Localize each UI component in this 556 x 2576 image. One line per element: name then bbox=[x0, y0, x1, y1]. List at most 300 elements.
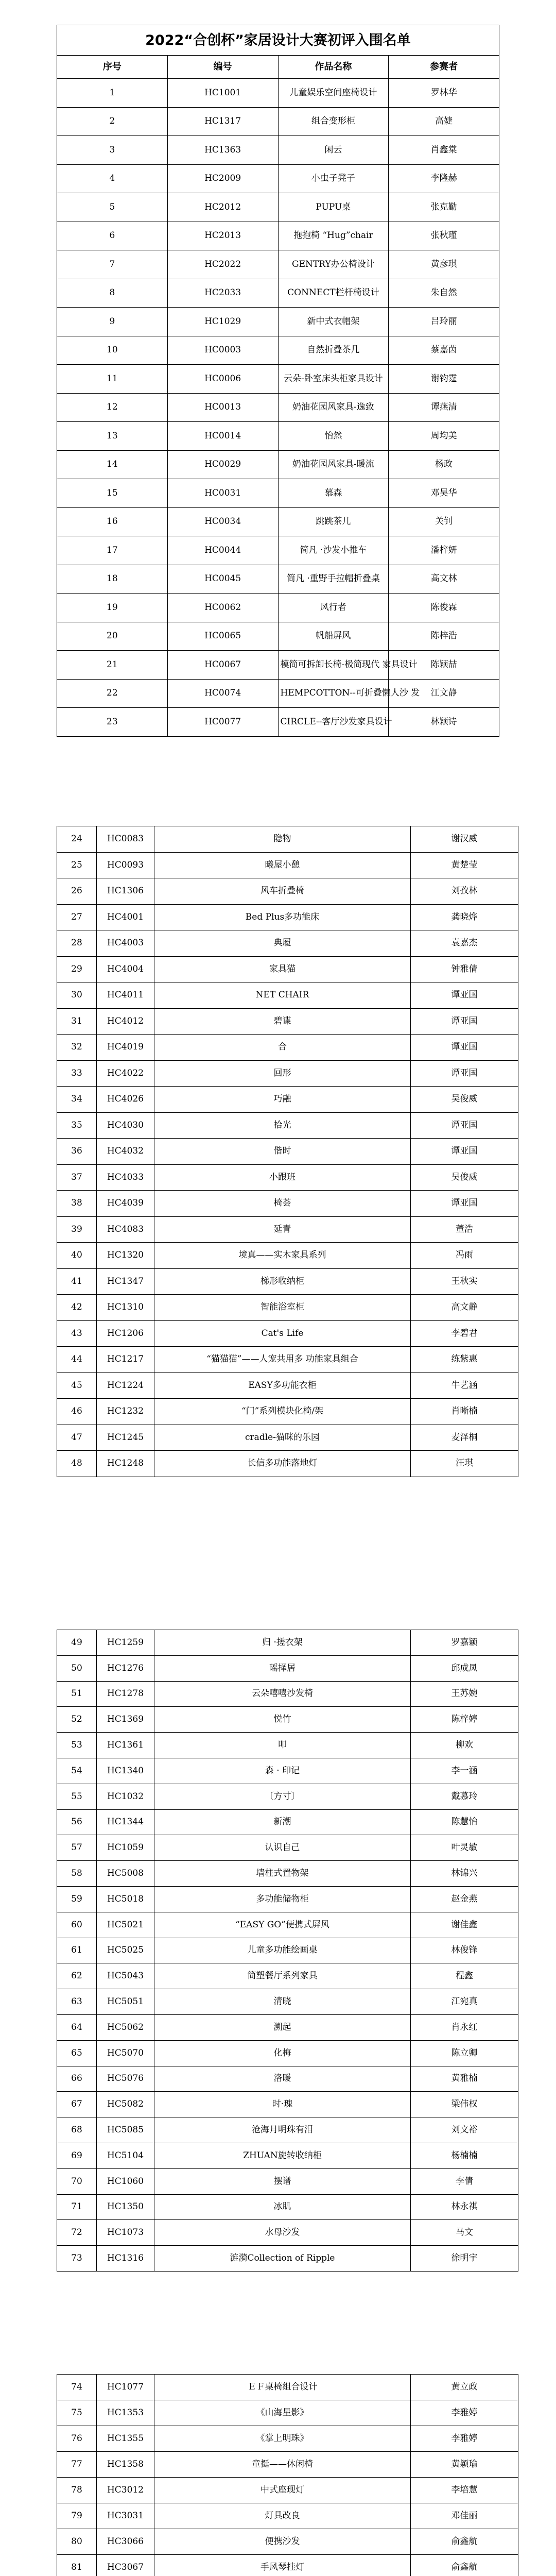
entry-no: 21 bbox=[57, 651, 168, 680]
entry-participant: 戴慕玲 bbox=[411, 1784, 518, 1809]
entry-no: 48 bbox=[57, 1451, 97, 1477]
entry-work: 典履 bbox=[154, 930, 411, 957]
entry-no: 24 bbox=[57, 826, 97, 853]
entry-participant: 冯雨 bbox=[411, 1243, 518, 1269]
entry-id: HC5085 bbox=[97, 2117, 154, 2143]
entry-no: 25 bbox=[57, 852, 97, 878]
entry-participant: 练紫惠 bbox=[411, 1347, 518, 1373]
entry-no: 75 bbox=[57, 2400, 97, 2426]
table-row bbox=[57, 651, 499, 680]
table-row bbox=[57, 2092, 518, 2117]
entry-participant: 陈立卿 bbox=[411, 2040, 518, 2066]
entry-work: 碧谍 bbox=[154, 1008, 411, 1035]
table-row bbox=[57, 1938, 518, 1963]
entry-work: 中式座现灯 bbox=[154, 2478, 411, 2503]
table-row bbox=[57, 107, 499, 136]
entry-participant: 李倩 bbox=[411, 2168, 518, 2194]
document-title: 2022“合创杯”家居设计大赛初评入围名单 bbox=[57, 25, 499, 56]
table-row bbox=[57, 2117, 518, 2143]
table-row bbox=[57, 2529, 518, 2555]
entry-id: HC1077 bbox=[97, 2375, 154, 2400]
entry-no: 66 bbox=[57, 2066, 97, 2092]
entry-work: 冰肌 bbox=[154, 2194, 411, 2220]
entry-id: HC0077 bbox=[167, 708, 278, 737]
entry-participant: 张秋瑾 bbox=[389, 222, 499, 250]
entry-id: HC4012 bbox=[97, 1008, 154, 1035]
entry-id: HC3031 bbox=[97, 2503, 154, 2529]
entry-work: 回形 bbox=[154, 1060, 411, 1087]
entry-no: 43 bbox=[57, 1320, 97, 1347]
entry-participant: 王苏婉 bbox=[411, 1681, 518, 1707]
table-row bbox=[57, 1784, 518, 1809]
entry-work: PUPU桌 bbox=[278, 193, 389, 222]
table-row bbox=[57, 2246, 518, 2272]
entry-participant: 柳欢 bbox=[411, 1733, 518, 1758]
entry-id: HC1032 bbox=[97, 1784, 154, 1809]
entry-participant: 谢钧霆 bbox=[389, 365, 499, 394]
entry-participant: 刘文裕 bbox=[411, 2117, 518, 2143]
entry-work: 风车折叠椅 bbox=[154, 878, 411, 905]
entry-no: 2 bbox=[57, 107, 168, 136]
entry-id: HC1278 bbox=[97, 1681, 154, 1707]
entry-id: HC1353 bbox=[97, 2400, 154, 2426]
entry-id: HC4033 bbox=[97, 1164, 154, 1191]
entry-id: HC4004 bbox=[97, 956, 154, 982]
table-row bbox=[57, 2375, 518, 2400]
entry-no: 3 bbox=[57, 136, 168, 165]
entry-work: 云朵-卧室床头柜家具设计 bbox=[278, 365, 389, 394]
entry-no: 4 bbox=[57, 164, 168, 193]
entry-id: HC5104 bbox=[97, 2143, 154, 2168]
table-row bbox=[57, 308, 499, 336]
entry-id: HC0045 bbox=[167, 565, 278, 594]
entry-work: 云朵嘻嘻沙发椅 bbox=[154, 1681, 411, 1707]
entry-participant: 高文林 bbox=[389, 565, 499, 594]
entry-participant: 罗林华 bbox=[389, 79, 499, 108]
table-row bbox=[57, 1655, 518, 1681]
entry-participant: 江宛真 bbox=[411, 1989, 518, 2015]
table-row bbox=[57, 1035, 518, 1061]
entry-no: 31 bbox=[57, 1008, 97, 1035]
entry-work: 儿童多功能绘画桌 bbox=[154, 1938, 411, 1963]
entry-work: 新潮 bbox=[154, 1809, 411, 1835]
entry-work: 组合变形柜 bbox=[278, 107, 389, 136]
entry-id: HC1350 bbox=[97, 2194, 154, 2220]
entry-no: 18 bbox=[57, 565, 168, 594]
shortlist-table-part-4 bbox=[57, 2374, 518, 2576]
entry-id: HC0067 bbox=[167, 651, 278, 680]
entry-participant: 谭亚国 bbox=[411, 982, 518, 1009]
table-row bbox=[57, 1707, 518, 1733]
entry-id: HC1355 bbox=[97, 2426, 154, 2452]
entry-participant: 马文 bbox=[411, 2220, 518, 2246]
header-participant: 参赛者 bbox=[389, 56, 499, 79]
entry-work: 儿童娱乐空间座椅设计 bbox=[278, 79, 389, 108]
entry-participant: 肖永红 bbox=[411, 2014, 518, 2040]
entry-participant: 林永祺 bbox=[411, 2194, 518, 2220]
entry-id: HC1340 bbox=[97, 1758, 154, 1784]
table-row bbox=[57, 904, 518, 930]
table-row bbox=[57, 79, 499, 108]
entry-work: EASY多功能衣柜 bbox=[154, 1372, 411, 1399]
entry-participant: 刘孜林 bbox=[411, 878, 518, 905]
entry-work: 涟漪Collection of Ripple bbox=[154, 2246, 411, 2272]
entry-participant: 龚晓烨 bbox=[411, 904, 518, 930]
entry-id: HC1306 bbox=[97, 878, 154, 905]
entry-work: 简凡 ·重野手拉帽折叠桌 bbox=[278, 565, 389, 594]
table-row bbox=[57, 336, 499, 365]
table-row bbox=[57, 1963, 518, 1989]
entry-participant: 吴俊威 bbox=[411, 1087, 518, 1113]
entry-no: 76 bbox=[57, 2426, 97, 2452]
entry-id: HC1361 bbox=[97, 1733, 154, 1758]
entry-work: “门”系列模块化椅/架 bbox=[154, 1399, 411, 1425]
entry-no: 69 bbox=[57, 2143, 97, 2168]
entry-id: HC1317 bbox=[167, 107, 278, 136]
entry-participant: 朱自然 bbox=[389, 279, 499, 308]
entry-no: 7 bbox=[57, 250, 168, 279]
entry-work: NET CHAIR bbox=[154, 982, 411, 1009]
entry-no: 71 bbox=[57, 2194, 97, 2220]
entry-work: 怡然 bbox=[278, 422, 389, 451]
entry-id: HC4083 bbox=[97, 1216, 154, 1243]
entry-work: 溯起 bbox=[154, 2014, 411, 2040]
entry-id: HC0034 bbox=[167, 507, 278, 536]
entry-no: 11 bbox=[57, 365, 168, 394]
entry-work: 多功能储物柜 bbox=[154, 1886, 411, 1912]
table-row bbox=[57, 1989, 518, 2015]
entry-participant: 林锦兴 bbox=[411, 1861, 518, 1887]
table-row bbox=[57, 222, 499, 250]
entry-participant: 陈梓婷 bbox=[411, 1707, 518, 1733]
entry-participant: 吕玲丽 bbox=[389, 308, 499, 336]
table-row bbox=[57, 2220, 518, 2246]
shortlist-table-part-3 bbox=[57, 1630, 518, 2272]
entry-id: HC1310 bbox=[97, 1295, 154, 1321]
entry-participant: 高婕 bbox=[389, 107, 499, 136]
entry-no: 62 bbox=[57, 1963, 97, 1989]
entry-work: 小虫子凳子 bbox=[278, 164, 389, 193]
table-row bbox=[57, 1835, 518, 1861]
entry-id: HC0074 bbox=[167, 679, 278, 708]
entry-work: 隐物 bbox=[154, 826, 411, 853]
table-row bbox=[57, 2143, 518, 2168]
shortlist-table-part-2 bbox=[57, 826, 518, 1477]
entry-id: HC3012 bbox=[97, 2478, 154, 2503]
entry-no: 33 bbox=[57, 1060, 97, 1087]
entry-work: 慕森 bbox=[278, 479, 389, 508]
entry-id: HC1347 bbox=[97, 1268, 154, 1295]
entry-no: 68 bbox=[57, 2117, 97, 2143]
entry-work: 归 ·搓衣架 bbox=[154, 1630, 411, 1656]
entry-work: CIRCLE--客厅沙发家具设计 bbox=[278, 708, 389, 737]
entry-participant: 肖晰楠 bbox=[411, 1399, 518, 1425]
entry-no: 70 bbox=[57, 2168, 97, 2194]
entry-id: HC1224 bbox=[97, 1372, 154, 1399]
entry-work: 瑶择居 bbox=[154, 1655, 411, 1681]
entry-no: 59 bbox=[57, 1886, 97, 1912]
table-row bbox=[57, 1216, 518, 1243]
table-row bbox=[57, 2400, 518, 2426]
entry-id: HC0044 bbox=[167, 536, 278, 565]
table-row bbox=[57, 164, 499, 193]
entry-id: HC2009 bbox=[167, 164, 278, 193]
entry-no: 22 bbox=[57, 679, 168, 708]
entry-participant: 张克勤 bbox=[389, 193, 499, 222]
entry-id: HC5043 bbox=[97, 1963, 154, 1989]
entry-id: HC4022 bbox=[97, 1060, 154, 1087]
entry-work: 合 bbox=[154, 1035, 411, 1061]
entry-no: 30 bbox=[57, 982, 97, 1009]
entry-id: HC1001 bbox=[167, 79, 278, 108]
entry-id: HC1206 bbox=[97, 1320, 154, 1347]
entry-no: 6 bbox=[57, 222, 168, 250]
table-row bbox=[57, 1372, 518, 1399]
entry-work: 长信多功能落地灯 bbox=[154, 1451, 411, 1477]
entry-work: 家具猫 bbox=[154, 956, 411, 982]
entry-participant: 谭燕清 bbox=[389, 393, 499, 422]
entry-id: HC1245 bbox=[97, 1425, 154, 1451]
entry-id: HC4032 bbox=[97, 1139, 154, 1165]
entry-id: HC4019 bbox=[97, 1035, 154, 1061]
entry-id: HC2013 bbox=[167, 222, 278, 250]
table-row bbox=[57, 1425, 518, 1451]
entry-work: 模简可拆卸长椅-极简现代 家具设计 bbox=[278, 651, 389, 680]
table-row bbox=[57, 1733, 518, 1758]
entry-no: 34 bbox=[57, 1087, 97, 1113]
table-row bbox=[57, 507, 499, 536]
entry-participant: 汪琪 bbox=[411, 1451, 518, 1477]
entry-participant: 黄雅楠 bbox=[411, 2066, 518, 2092]
entry-participant: 谭亚国 bbox=[411, 1139, 518, 1165]
entry-id: HC5008 bbox=[97, 1861, 154, 1887]
entry-work: 简凡 ·沙发小推车 bbox=[278, 536, 389, 565]
table-row bbox=[57, 1295, 518, 1321]
table-row bbox=[57, 1347, 518, 1373]
table-row bbox=[57, 136, 499, 165]
entry-work: 智能浴室柜 bbox=[154, 1295, 411, 1321]
entry-participant: 邓昊华 bbox=[389, 479, 499, 508]
entry-participant: 谢汉威 bbox=[411, 826, 518, 853]
entry-participant: 谢佳鑫 bbox=[411, 1912, 518, 1938]
table-row bbox=[57, 1112, 518, 1139]
entry-no: 54 bbox=[57, 1758, 97, 1784]
entry-work: 拖抱椅 “Hug”chair bbox=[278, 222, 389, 250]
entry-id: HC4030 bbox=[97, 1112, 154, 1139]
entry-no: 26 bbox=[57, 878, 97, 905]
entry-work: 《掌上明珠》 bbox=[154, 2426, 411, 2452]
entry-participant: 李雅婷 bbox=[411, 2426, 518, 2452]
entry-work: 帆船屏风 bbox=[278, 622, 389, 651]
entry-no: 73 bbox=[57, 2246, 97, 2272]
table-row bbox=[57, 1139, 518, 1165]
table-row bbox=[57, 1886, 518, 1912]
entry-work: 〔方寸〕 bbox=[154, 1784, 411, 1809]
entry-no: 50 bbox=[57, 1655, 97, 1681]
entry-id: HC1029 bbox=[167, 308, 278, 336]
entry-no: 10 bbox=[57, 336, 168, 365]
entry-id: HC1232 bbox=[97, 1399, 154, 1425]
entry-work: 手风琴挂灯 bbox=[154, 2555, 411, 2576]
table-row bbox=[57, 1008, 518, 1035]
title-row bbox=[57, 25, 499, 56]
entry-participant: 俞鑫航 bbox=[411, 2555, 518, 2576]
entry-no: 65 bbox=[57, 2040, 97, 2066]
entry-work: 小跟班 bbox=[154, 1164, 411, 1191]
entry-no: 8 bbox=[57, 279, 168, 308]
entry-no: 81 bbox=[57, 2555, 97, 2576]
entry-participant: 袁嘉杰 bbox=[411, 930, 518, 957]
entry-work: 清晓 bbox=[154, 1989, 411, 2015]
entry-participant: 陈慧怡 bbox=[411, 1809, 518, 1835]
entry-work: 森 · 印记 bbox=[154, 1758, 411, 1784]
table-row bbox=[57, 1912, 518, 1938]
table-row bbox=[57, 450, 499, 479]
entry-work: 叩 bbox=[154, 1733, 411, 1758]
table-row bbox=[57, 956, 518, 982]
entry-no: 37 bbox=[57, 1164, 97, 1191]
header-work: 作品名称 bbox=[278, 56, 389, 79]
entry-no: 78 bbox=[57, 2478, 97, 2503]
entry-id: HC0014 bbox=[167, 422, 278, 451]
entry-work: 简塑餐厅系列家具 bbox=[154, 1963, 411, 1989]
entry-participant: 谭亚国 bbox=[411, 1008, 518, 1035]
entry-id: HC0013 bbox=[167, 393, 278, 422]
entry-participant: 李碧君 bbox=[411, 1320, 518, 1347]
entry-no: 15 bbox=[57, 479, 168, 508]
table-row bbox=[57, 365, 499, 394]
entry-work: 偕时 bbox=[154, 1139, 411, 1165]
entry-no: 5 bbox=[57, 193, 168, 222]
table-row bbox=[57, 622, 499, 651]
table-row bbox=[57, 193, 499, 222]
entry-no: 27 bbox=[57, 904, 97, 930]
entry-participant: 谭亚国 bbox=[411, 1191, 518, 1217]
entry-participant: 关钊 bbox=[389, 507, 499, 536]
entry-id: HC2033 bbox=[167, 279, 278, 308]
entry-id: HC5051 bbox=[97, 1989, 154, 2015]
table-row bbox=[57, 2040, 518, 2066]
entry-participant: 林颖诗 bbox=[389, 708, 499, 737]
entry-participant: 林俊锋 bbox=[411, 1938, 518, 1963]
entry-no: 16 bbox=[57, 507, 168, 536]
entry-id: HC1248 bbox=[97, 1451, 154, 1477]
table-row bbox=[57, 1861, 518, 1887]
table-row bbox=[57, 2452, 518, 2478]
table-row bbox=[57, 536, 499, 565]
entry-no: 23 bbox=[57, 708, 168, 737]
entry-work: Cat's Life bbox=[154, 1320, 411, 1347]
entry-participant: 程鑫 bbox=[411, 1963, 518, 1989]
entry-work: 《山海星影》 bbox=[154, 2400, 411, 2426]
entry-no: 45 bbox=[57, 1372, 97, 1399]
entry-id: HC1259 bbox=[97, 1630, 154, 1656]
entry-no: 51 bbox=[57, 1681, 97, 1707]
entry-id: HC3067 bbox=[97, 2555, 154, 2576]
entry-participant: 潘梓妍 bbox=[389, 536, 499, 565]
entry-participant: 赵金燕 bbox=[411, 1886, 518, 1912]
entry-id: HC4039 bbox=[97, 1191, 154, 1217]
entry-participant: 俞鑫航 bbox=[411, 2529, 518, 2555]
entry-id: HC0003 bbox=[167, 336, 278, 365]
table-row bbox=[57, 2478, 518, 2503]
entry-work: 认识自己 bbox=[154, 1835, 411, 1861]
entry-id: HC2012 bbox=[167, 193, 278, 222]
entry-no: 64 bbox=[57, 2014, 97, 2040]
entry-no: 60 bbox=[57, 1912, 97, 1938]
table-row bbox=[57, 422, 499, 451]
entry-work: CONNECT栏杆椅设计 bbox=[278, 279, 389, 308]
entry-no: 19 bbox=[57, 594, 168, 622]
table-row bbox=[57, 1758, 518, 1784]
entry-id: HC0065 bbox=[167, 622, 278, 651]
entry-no: 46 bbox=[57, 1399, 97, 1425]
entry-work: 悦竹 bbox=[154, 1707, 411, 1733]
entry-no: 44 bbox=[57, 1347, 97, 1373]
entry-no: 49 bbox=[57, 1630, 97, 1656]
entry-participant: 周均美 bbox=[389, 422, 499, 451]
entry-work: HEMPCOTTON--可折叠懒人沙 发 bbox=[278, 679, 389, 708]
table-row bbox=[57, 1681, 518, 1707]
entry-no: 35 bbox=[57, 1112, 97, 1139]
entry-id: HC4026 bbox=[97, 1087, 154, 1113]
entry-id: HC5062 bbox=[97, 2014, 154, 2040]
entry-participant: 牛艺涵 bbox=[411, 1372, 518, 1399]
entry-no: 56 bbox=[57, 1809, 97, 1835]
entry-participant: 王秋实 bbox=[411, 1268, 518, 1295]
entry-no: 53 bbox=[57, 1733, 97, 1758]
shortlist-table-part-1 bbox=[57, 25, 499, 737]
header-row bbox=[57, 56, 499, 79]
entry-work: ＥＦ桌椅组合设计 bbox=[154, 2375, 411, 2400]
entry-no: 28 bbox=[57, 930, 97, 957]
entry-participant: 陈俊霖 bbox=[389, 594, 499, 622]
entry-no: 57 bbox=[57, 1835, 97, 1861]
entry-no: 47 bbox=[57, 1425, 97, 1451]
entry-id: HC1344 bbox=[97, 1809, 154, 1835]
table-row bbox=[57, 279, 499, 308]
entry-work: ZHUAN旋转收纳柜 bbox=[154, 2143, 411, 2168]
entry-no: 77 bbox=[57, 2452, 97, 2478]
entry-id: HC4001 bbox=[97, 904, 154, 930]
entry-no: 42 bbox=[57, 1295, 97, 1321]
table-row bbox=[57, 1191, 518, 1217]
entry-participant: 李培慧 bbox=[411, 2478, 518, 2503]
entry-work: 时·瑰 bbox=[154, 2092, 411, 2117]
entry-work: 风行者 bbox=[278, 594, 389, 622]
entry-work: “EASY GO”便携式屏风 bbox=[154, 1912, 411, 1938]
header-no: 序号 bbox=[57, 56, 168, 79]
table-row bbox=[57, 2168, 518, 2194]
entry-work: cradle-猫咪的乐园 bbox=[154, 1425, 411, 1451]
entry-participant: 叶灵敏 bbox=[411, 1835, 518, 1861]
entry-participant: 黄立政 bbox=[411, 2375, 518, 2400]
entry-id: HC5070 bbox=[97, 2040, 154, 2066]
entry-id: HC5025 bbox=[97, 1938, 154, 1963]
entry-no: 72 bbox=[57, 2220, 97, 2246]
table-row bbox=[57, 708, 499, 737]
entry-no: 55 bbox=[57, 1784, 97, 1809]
table-row bbox=[57, 594, 499, 622]
entry-no: 74 bbox=[57, 2375, 97, 2400]
entry-participant: 黄楚莹 bbox=[411, 852, 518, 878]
table-row bbox=[57, 1451, 518, 1477]
entry-id: HC0031 bbox=[167, 479, 278, 508]
table-row bbox=[57, 1268, 518, 1295]
entry-participant: 董浩 bbox=[411, 1216, 518, 1243]
entry-no: 79 bbox=[57, 2503, 97, 2529]
entry-work: 奶油花园风家具-逸致 bbox=[278, 393, 389, 422]
